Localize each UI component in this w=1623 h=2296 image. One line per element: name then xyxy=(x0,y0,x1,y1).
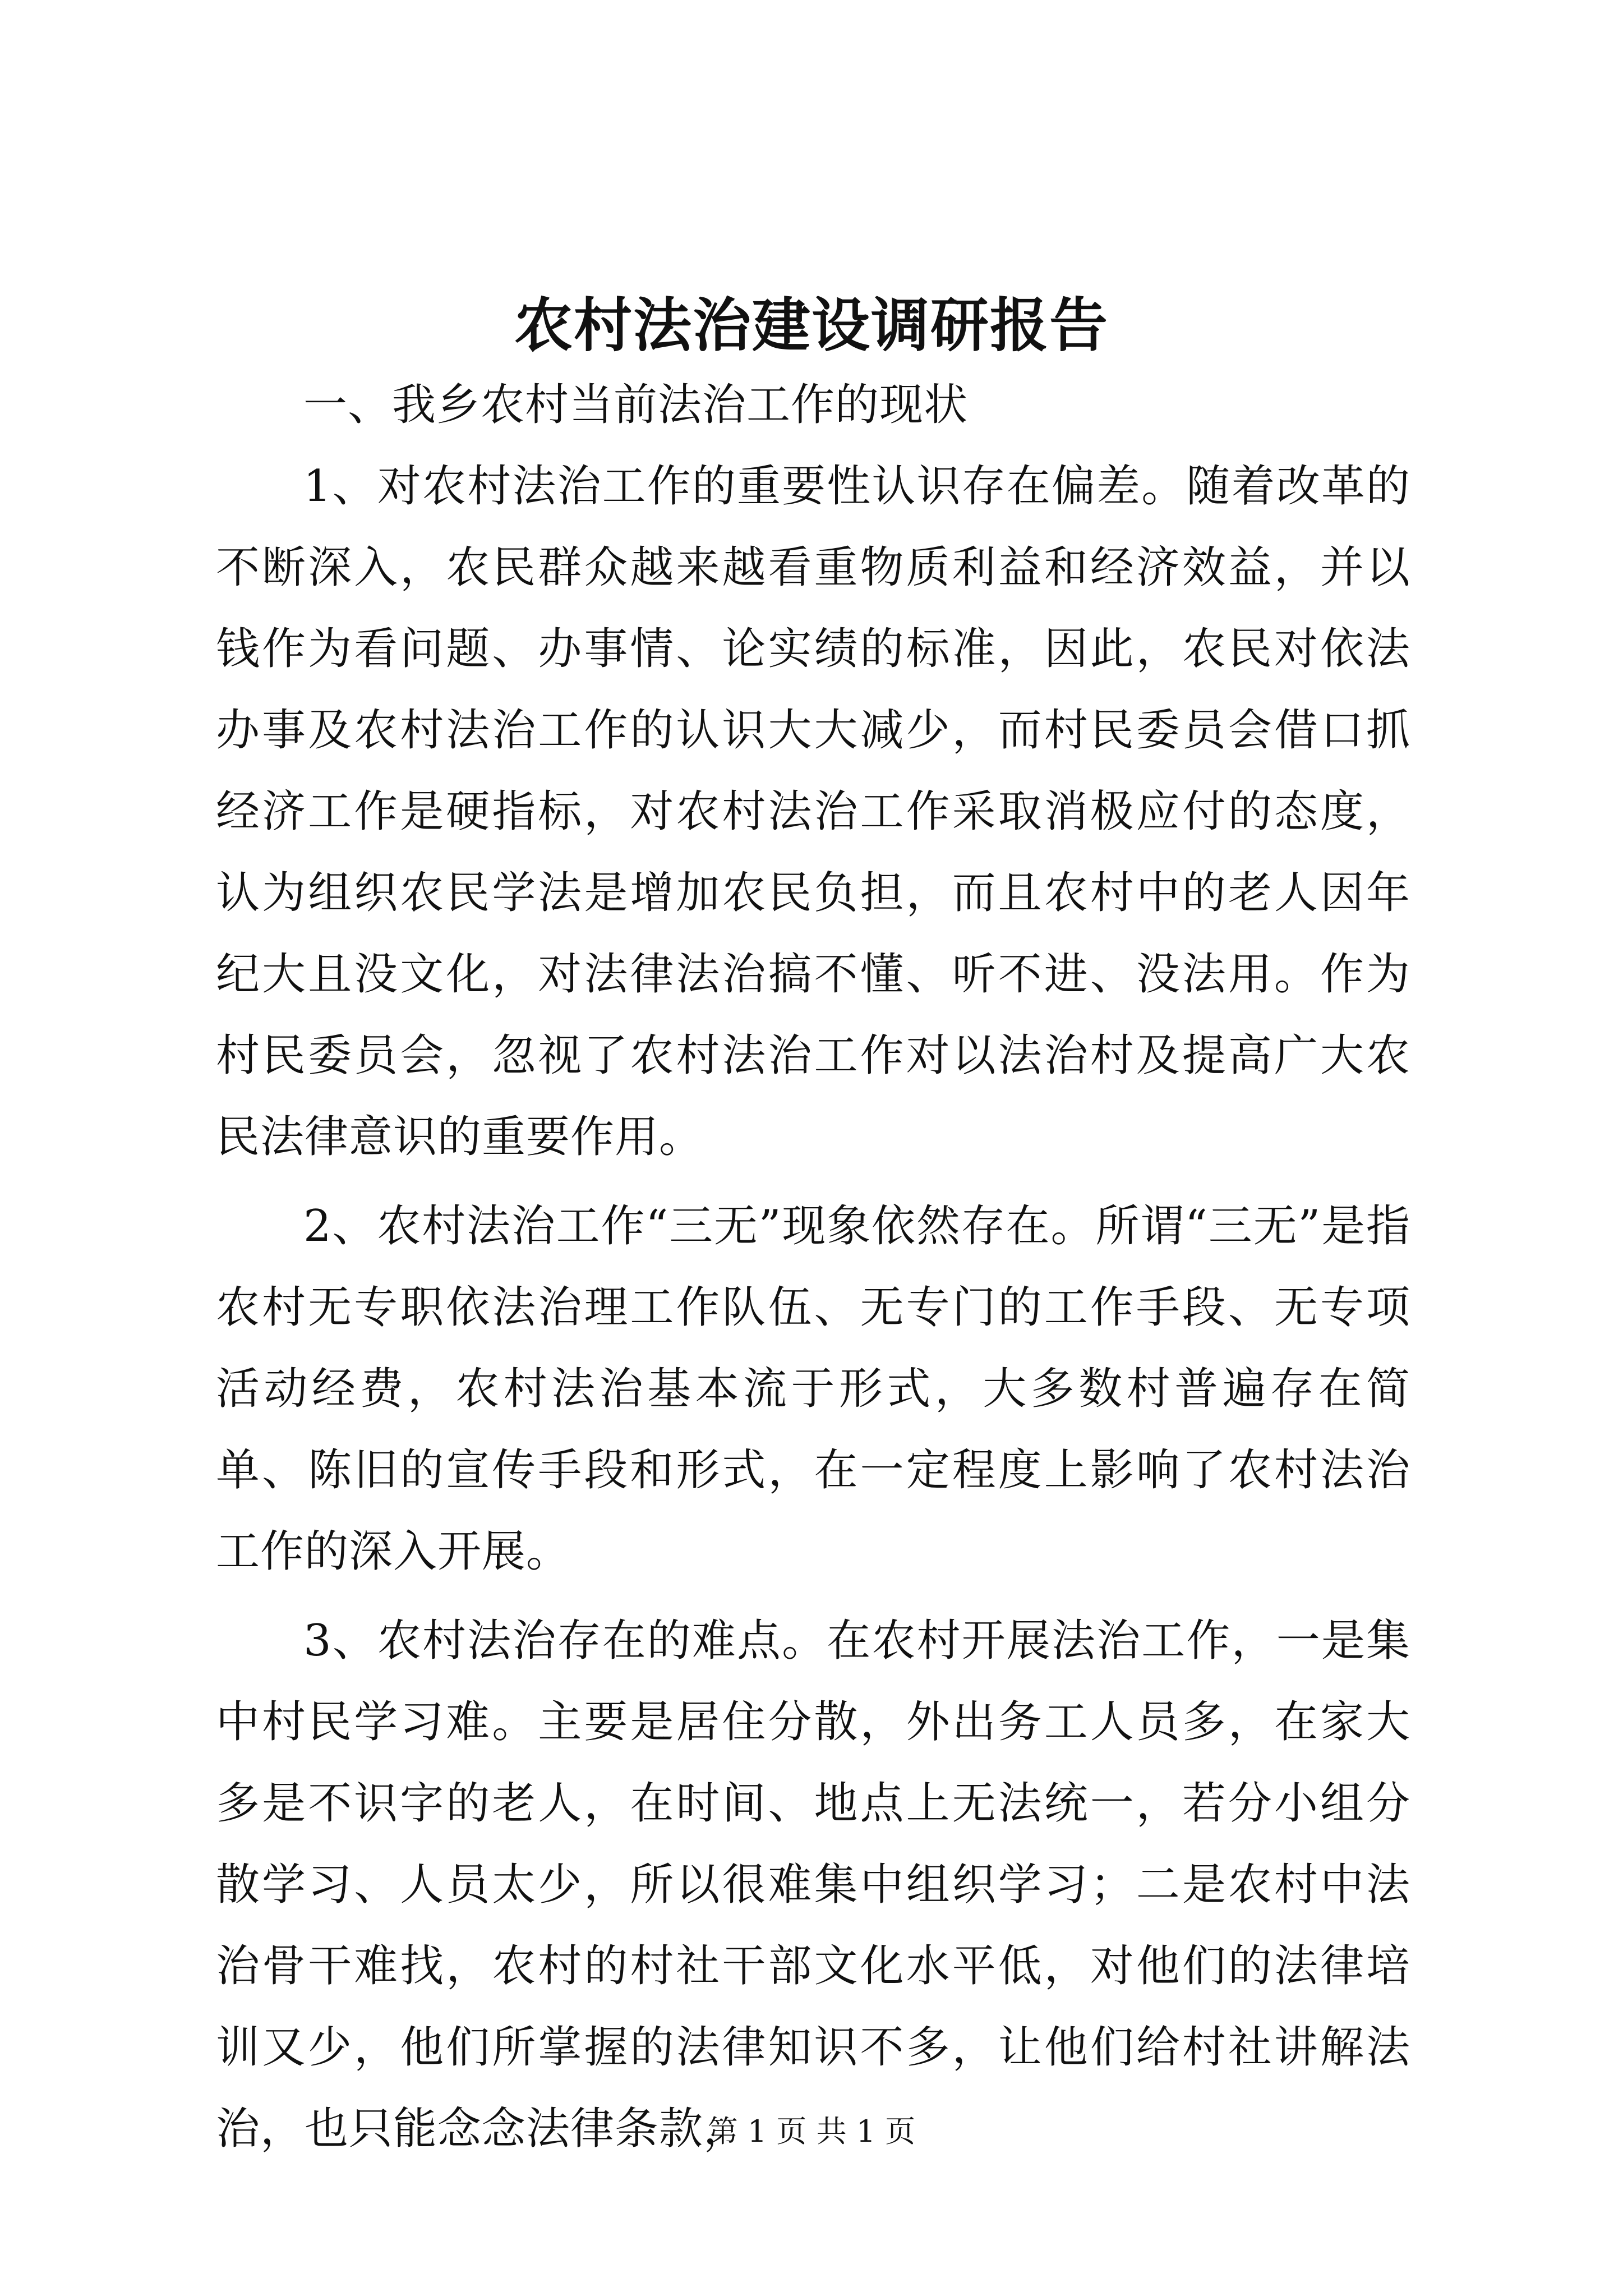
document-body xyxy=(216,365,1410,2170)
paragraph-3: 3、农村法治存在的难点。在农村开展法治工作，一是集中村民学习难。主要是居住分散，外出务工人员多，在家大多是不识字的老人，在时间、地点上无法统一，若分小组分散学习、人员太少，所以很难集中组织学习；二是农村中法治骨干难找，农村的村社干部文化水平低，对他们的法律培训又少，他们所掌握的法律知识不多，让他们给村社讲解法治，也只能念念法律条款， xyxy=(216,1616,1410,2154)
paragraph-1: 1、对农村法治工作的重要性认识存在偏差。随着改革的不断深入，农民群众越来越看重物质利益和经济效益，并以钱作为看问题、办事情、论实绩的标准，因此，农民对依法办事及农村法治工作的认识大大减少，而村民委员会借口抓经济工作是硬指标，对农村法治工作采取消极应付的态度，认为组织农民学法是增加农民负担，而且农村中的老人因年纪大且没文化，对法律法治搞不懂、听不进、没法用。作为村民委员会，忽视了农村法治工作对以法治村及提高广大农民法律意识的重要作用。 xyxy=(216,461,1410,1162)
page-footer: 第 1 页 共 1 页 xyxy=(707,2114,916,2149)
paragraph-2: 2、农村法治工作“三无”现象依然存在。所谓“三无”是指农村无专职依法治理工作队伍、无专门的工作手段、无专项活动经费，农村法治基本流于形式，大多数村普遍存在简单、陈旧的宣传手段和形式，在一定程度上影响了农村法治工作的深入开展。 xyxy=(216,1201,1410,1577)
section-heading: 一、我乡农村当前法治工作的现状 xyxy=(303,380,969,430)
document-title: 农村法治建设调研报告 xyxy=(514,291,1109,360)
